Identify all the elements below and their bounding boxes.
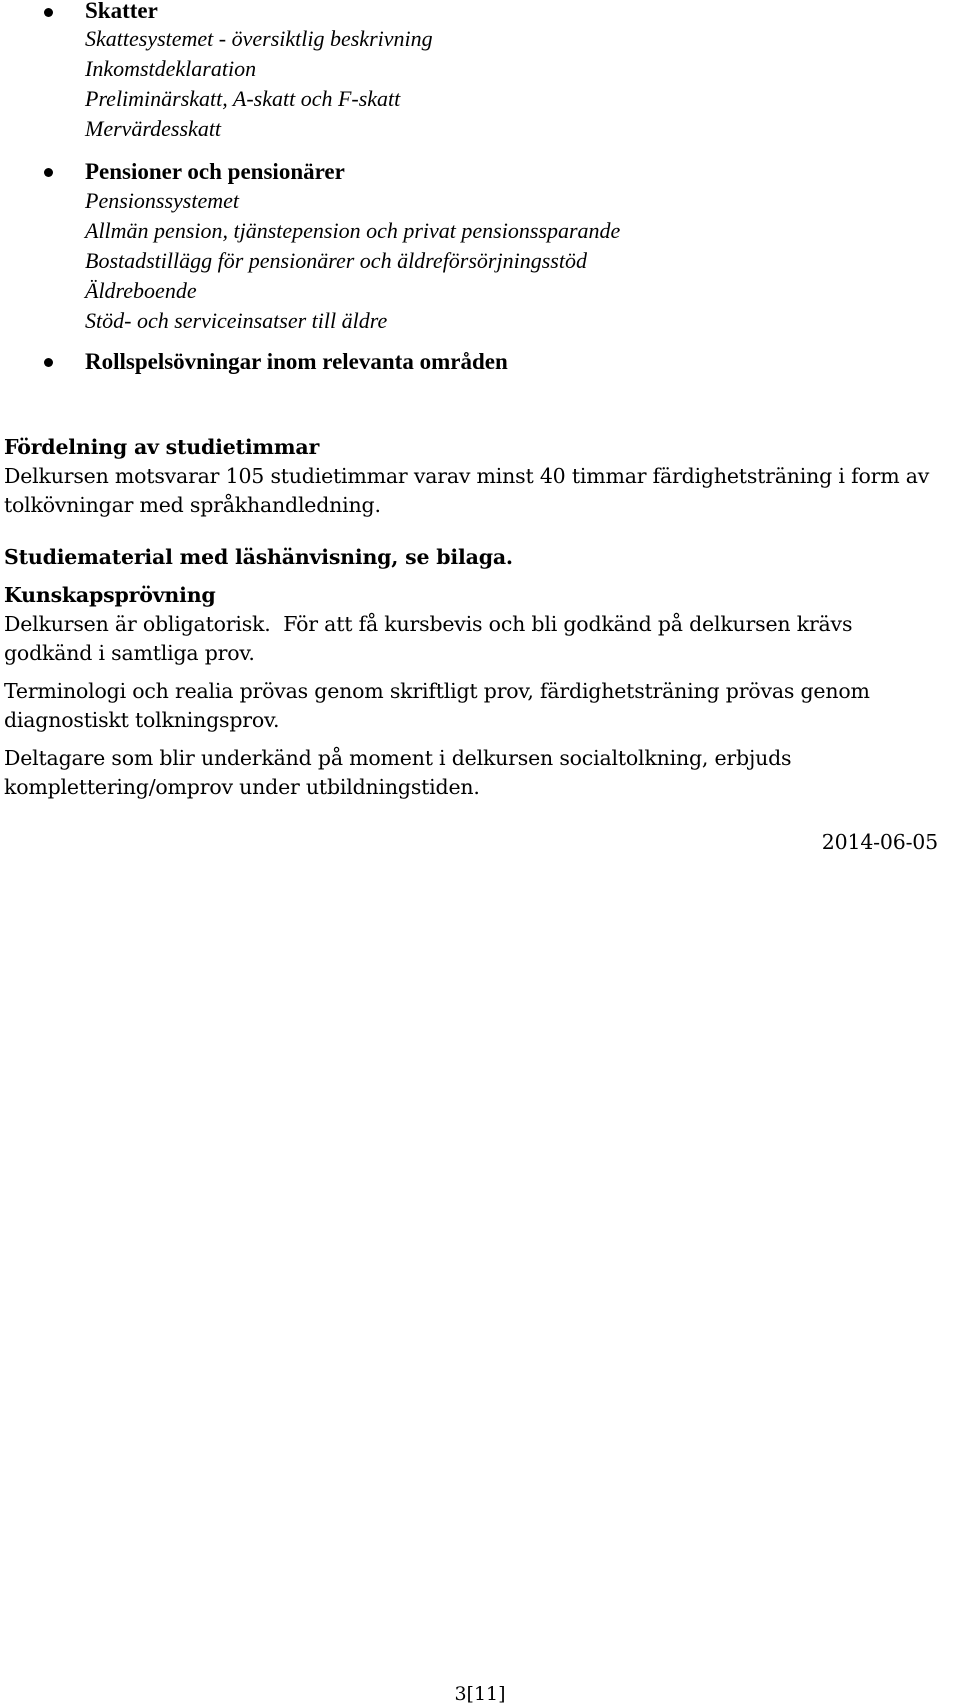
bullet-heading: Rollspelsövningar inom relevanta områden [85, 349, 508, 374]
bullet-item-skatter [0, 0, 940, 144]
sub-item: Inkomstdeklaration [85, 56, 257, 81]
sub-item: Mervärdesskatt [85, 116, 222, 141]
document-date: 2014-06-05 [821, 830, 938, 854]
distribution-text: Delkursen motsvarar 105 studietimmar varav minst 40 timmar färdighetsträning i form av tolkövningar med språkhandledning. [4, 464, 930, 517]
bullet-item-rollspel [0, 348, 940, 376]
assessment-paragraph: Terminologi och realia prövas genom skriftligt prov, färdighetsträning prövas genom diagnostiskt tolkningsprov. [4, 679, 870, 732]
sub-item: Preliminärskatt, A-skatt och F-skatt [85, 86, 401, 111]
bullet-icon [44, 8, 53, 17]
bullet-heading: Skatter [85, 0, 158, 23]
sub-item: Bostadstillägg för pensionärer och äldreförsörjningsstöd [85, 248, 587, 273]
section-title: Fördelning av studietimmar [4, 435, 320, 459]
sub-item: Stöd- och serviceinsatser till äldre [85, 308, 388, 333]
bullet-icon [44, 358, 53, 367]
study-material-section [4, 543, 940, 572]
sub-item: Pensionssystemet [85, 188, 239, 213]
distribution-section [4, 433, 940, 520]
section-title: Studiematerial med läshänvisning, se bilaga. [4, 545, 513, 569]
sub-item: Skattesystemet - översiktlig beskrivning [85, 26, 433, 51]
section-title: Kunskapsprövning [4, 583, 216, 607]
assessment-paragraph: Deltagare som blir underkänd på moment i delkursen socialtolkning, erbjuds komplettering/omprov under utbildningstiden. [4, 746, 792, 799]
bullet-item-pensioner [0, 158, 940, 336]
sub-item: Allmän pension, tjänstepension och privat pensionssparande [85, 218, 621, 243]
sub-item: Äldreboende [85, 278, 197, 303]
page-number: 3[11] [454, 1683, 506, 1705]
bullet-icon [44, 168, 53, 177]
bullet-heading: Pensioner och pensionärer [85, 159, 345, 184]
assessment-section [4, 581, 940, 802]
assessment-paragraph: Delkursen är obligatorisk. För att få kursbevis och bli godkänd på delkursen krävs godkänd i samtliga prov. [4, 612, 859, 665]
topic-bullet-list [0, 0, 940, 376]
